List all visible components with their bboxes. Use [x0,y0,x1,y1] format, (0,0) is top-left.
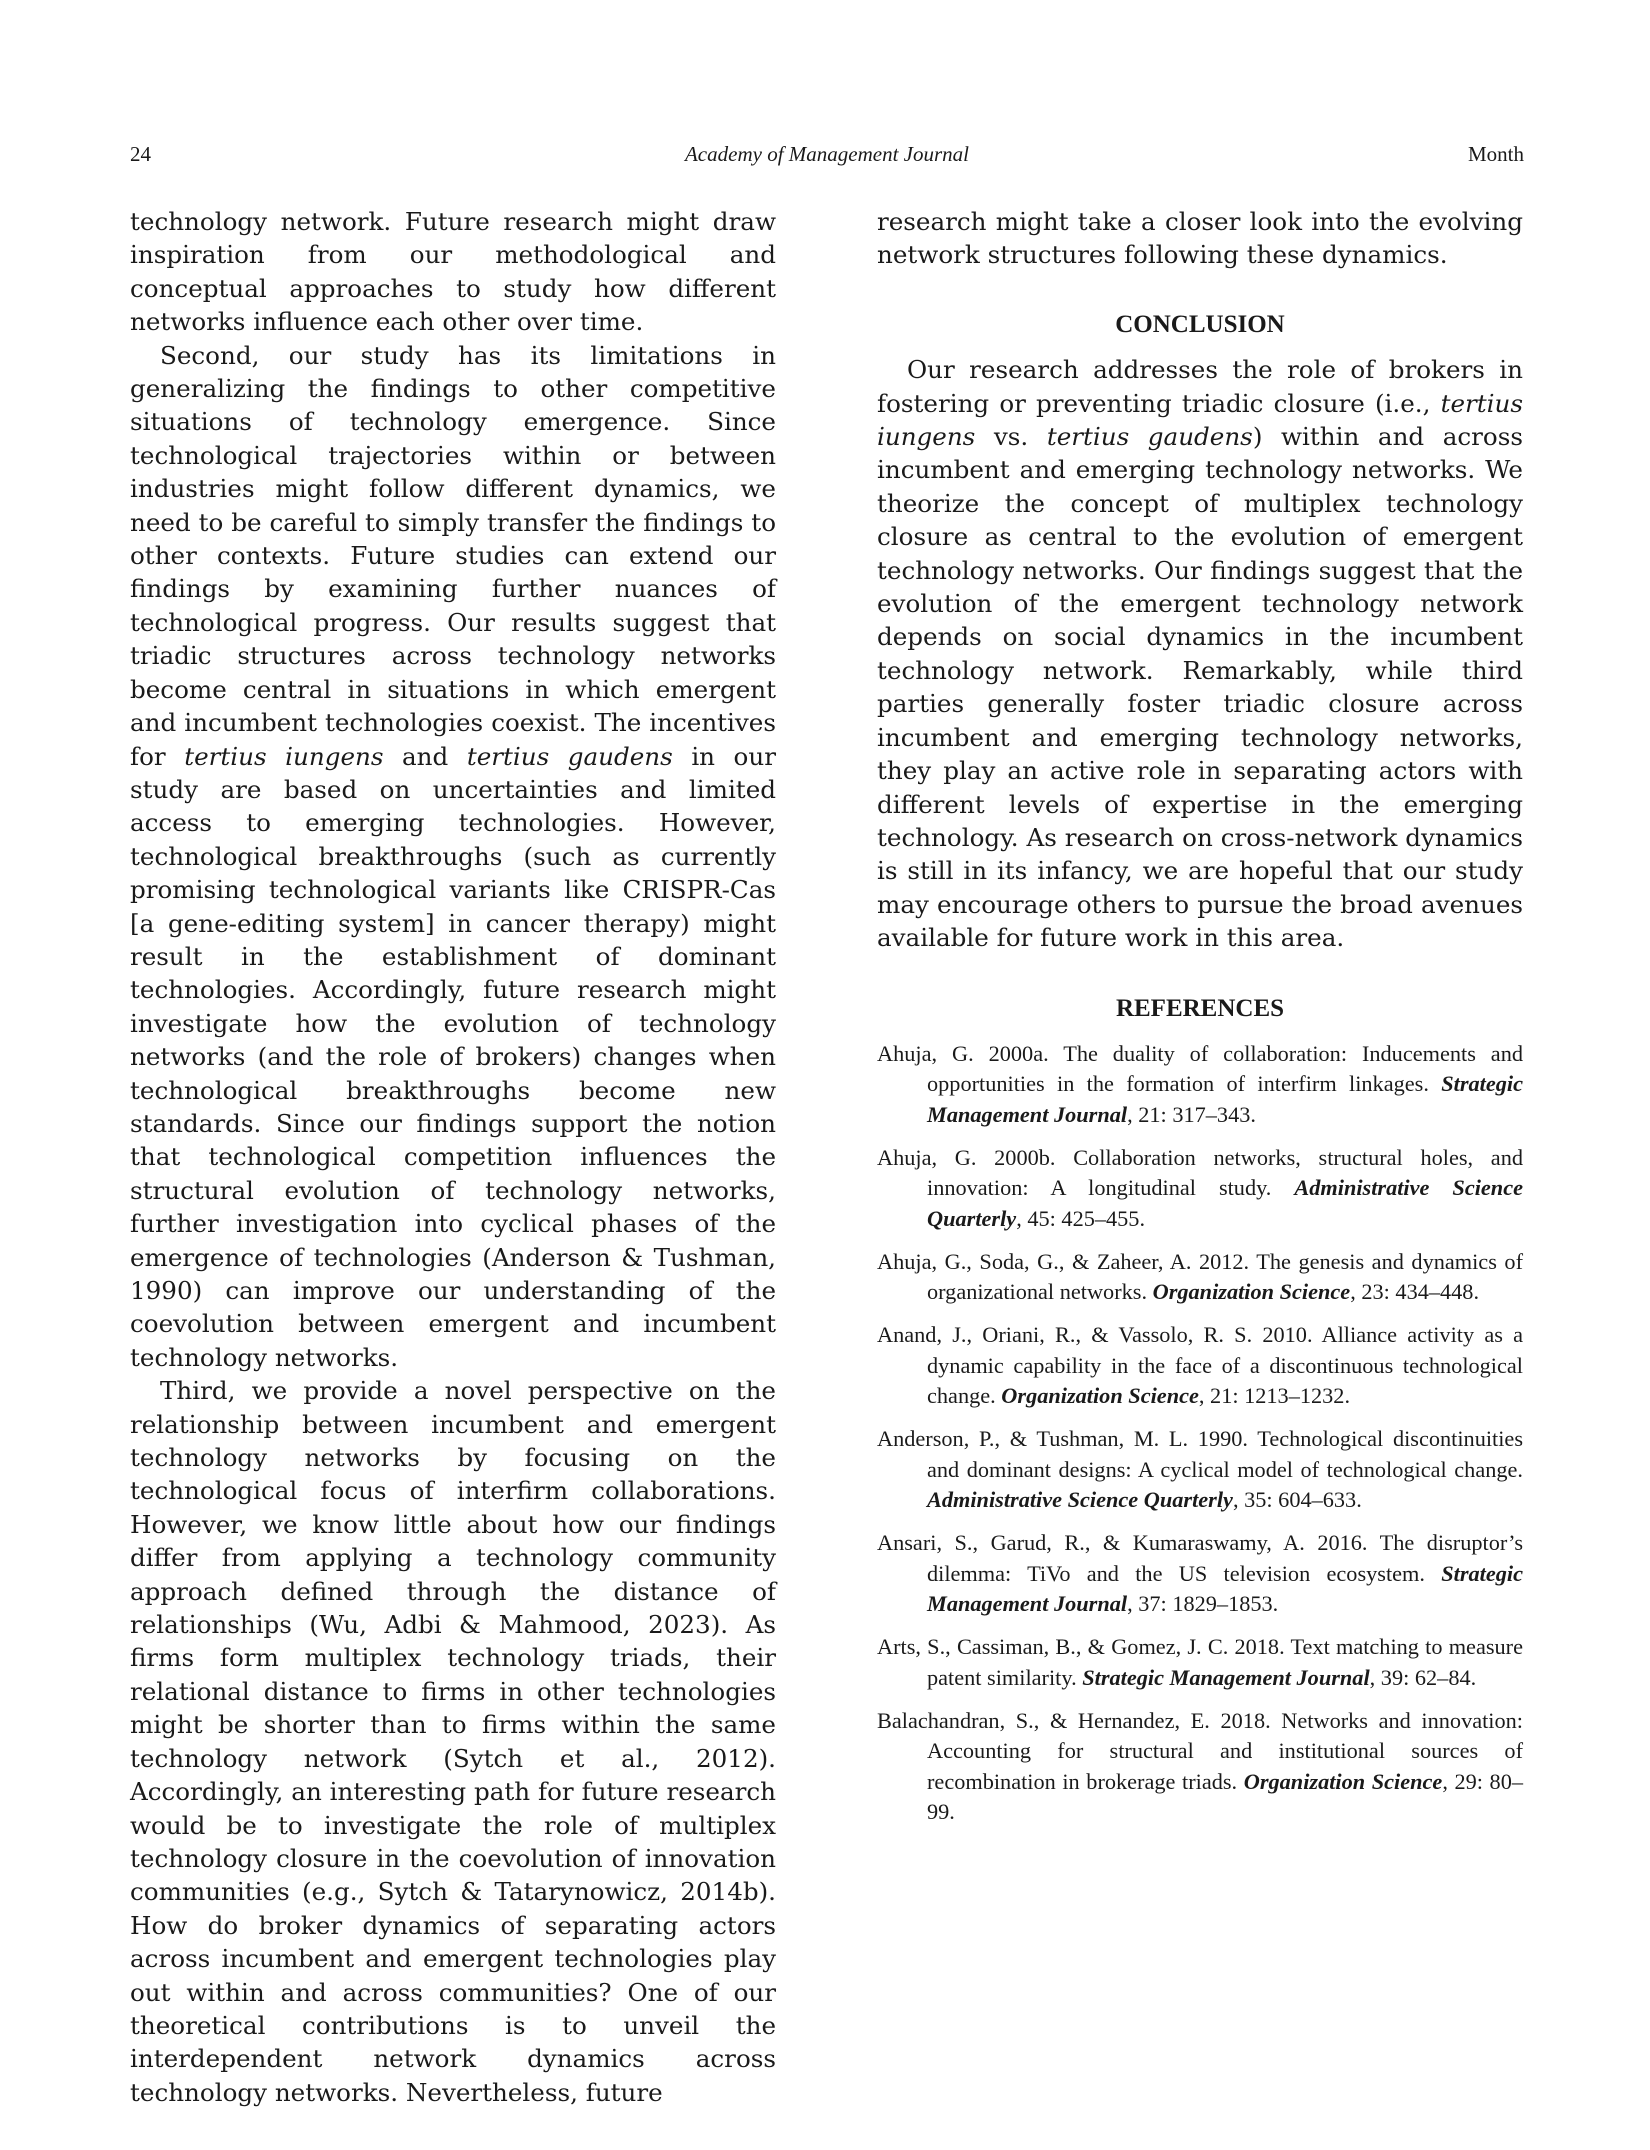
reference-entry: Ahuja, G. 2000a. The duality of collaboration: Inducements and opportunities in the formation of interfirm linkages. Strategic Management Journal, 21: 317–343. [877,1040,1523,1127]
reference-journal: Strategic Management Journal [1082,1664,1370,1690]
reference-entry: Arts, S., Cassiman, B., & Gomez, J. C. 2018. Text matching to measure patent similarity. Strategic Management Journal, 39: 62–84. [877,1634,1523,1690]
page-number: 24 [130,142,151,166]
reference-entry: Ansari, S., Garud, R., & Kumaraswamy, A. 2016. The disruptor’s dilemma: TiVo and the US television ecosystem. Strategic Management Journal, 37: 1829–1853. [877,1530,1523,1617]
reference-entry: Ahuja, G. 2000b. Collaboration networks, structural holes, and innovation: A longitudinal study. Administrative Science Quarterly, 45: 425–455. [877,1144,1523,1231]
references-heading: REFERENCES [1115,994,1285,1022]
paragraph-continued-right: research might take a closer look into the evolving network structures following these dynamics. [877,207,1523,270]
reference-entry: Anderson, P., & Tushman, M. L. 1990. Technological discontinuities and dominant designs: A cyclical model of technological change. Administrative Science Quarterly, 35: 604–633. [877,1426,1523,1513]
reference-list [877,1039,1523,1828]
paragraph-limitations-second: Second, our study has its limitations in generalizing the findings to other competitive situations of technology emergence. Since technological trajectories within or between industries might follow different dynamics, we need to be careful to simply transfer the findings to other contexts. Future studies can extend our findings by examining further nuances of technological progress. Our results suggest that triadic structures across technology networks become central in situations in which emergent and incumbent technologies coexist. The incentives for tertius iungens and tertius gaudens in our study are based on uncertainties and limited access to emerging technologies. However, technological breakthroughs (such as currently promising technological variants like CRISPR-Cas [a gene-editing system] in cancer therapy) might result in the establishment of dominant technologies. Accordingly, future research might investigate how the evolution of technology networks (and the role of brokers) changes when technological breakthroughs become new standards. Since our findings support the notion that technological competition influences the structural evolution of technology networks, further investigation into cyclical phases of the emergence of technologies (Anderson & Tushman, 1990) can improve our understanding of the coevolution between emergent and incumbent technology networks. [130,340,776,1372]
reference-journal: Strategic Management Journal [927,1560,1523,1617]
reference-journal: Administrative Science Quarterly [927,1175,1523,1231]
paragraph-limitations-third: Third, we provide a novel perspective on the relationship between incumbent and emergent technology networks by focusing on the technological focus of interfirm collaborations. However, we know little about how our findings differ from applying a technology community approach defined through the distance of relationships (Wu, Adbi & Mahmood, 2023). As firms form multiplex technology triads, their relational distance to firms in other technologies might be shorter than to firms within the same technology network (Sytch et al., 2012). Accordingly, an interesting path for future research would be to investigate the role of multiplex technology closure in the coevolution of innovation communities (e.g., Sytch & Tatarynowicz, 2014b). How do broker dynamics of separating actors across incumbent and emergent technologies play out within and across communities? One of our theoretical contributions is to unveil the interdependent network dynamics across technology networks. Nevertheless, future [130,1376,776,2107]
running-head [130,142,1524,172]
term-tertius-iungens: tertius iungens [184,741,384,771]
reference-journal: Organization Science [1152,1279,1351,1305]
reference-entry: Balachandran, S., & Hernandez, E. 2018. Networks and innovation: Accounting for structural and institutional sources of recombination in brokerage triads. Organization Science, 29: 80–99. [877,1707,1524,1825]
issue-month: Month [1467,142,1524,166]
reference-entry: Ahuja, G., Soda, G., & Zaheer, A. 2012. The genesis and dynamics of organizational networks. Organization Science, 23: 434–448. [877,1248,1523,1305]
term-tertius-gaudens: tertius gaudens [466,741,673,771]
reference-journal: Organization Science [1243,1768,1443,1794]
right-column [877,205,1523,1840]
journal-title: Academy of Management Journal [684,142,969,166]
term-tertius-iungens: tertius iungens [877,388,1523,452]
reference-entry: Anand, J., Oriani, R., & Vassolo, R. S. 2010. Alliance activity as a dynamic capability in the face of a discontinuous technological change. Organization Science, 21: 1213–1232. [877,1322,1523,1409]
reference-journal: Administrative Science Quarterly [927,1487,1233,1513]
paragraph-continued: technology network. Future research might draw inspiration from our methodological and conceptual approaches to study how different networks influence each other over time. [130,207,776,337]
conclusion-heading: CONCLUSION [1115,310,1285,338]
term-tertius-gaudens: tertius gaudens [1046,422,1253,452]
left-column [130,205,776,2109]
reference-journal: Strategic Management Journal [927,1071,1523,1127]
reference-journal: Organization Science [1001,1383,1199,1409]
conclusion-paragraph: Our research addresses the role of brokers in fostering or preventing triadic closure (i.e., tertius iungens vs. tertius gaudens) within and across incumbent and emerging technology networks. We theorize the concept of multiplex technology closure as central to the evolution of emergent technology networks. Our findings suggest that the evolution of the emergent technology network depends on social dynamics in the incumbent technology network. Remarkably, while third parties generally foster triadic closure across incumbent and emerging technology networks, they play an active role in separating actors with different levels of expertise in the emerging technology. As research on cross-network dynamics is still in its infancy, we are hopeful that our study may encourage others to pursue the broad avenues available for future work in this area. [877,355,1523,953]
